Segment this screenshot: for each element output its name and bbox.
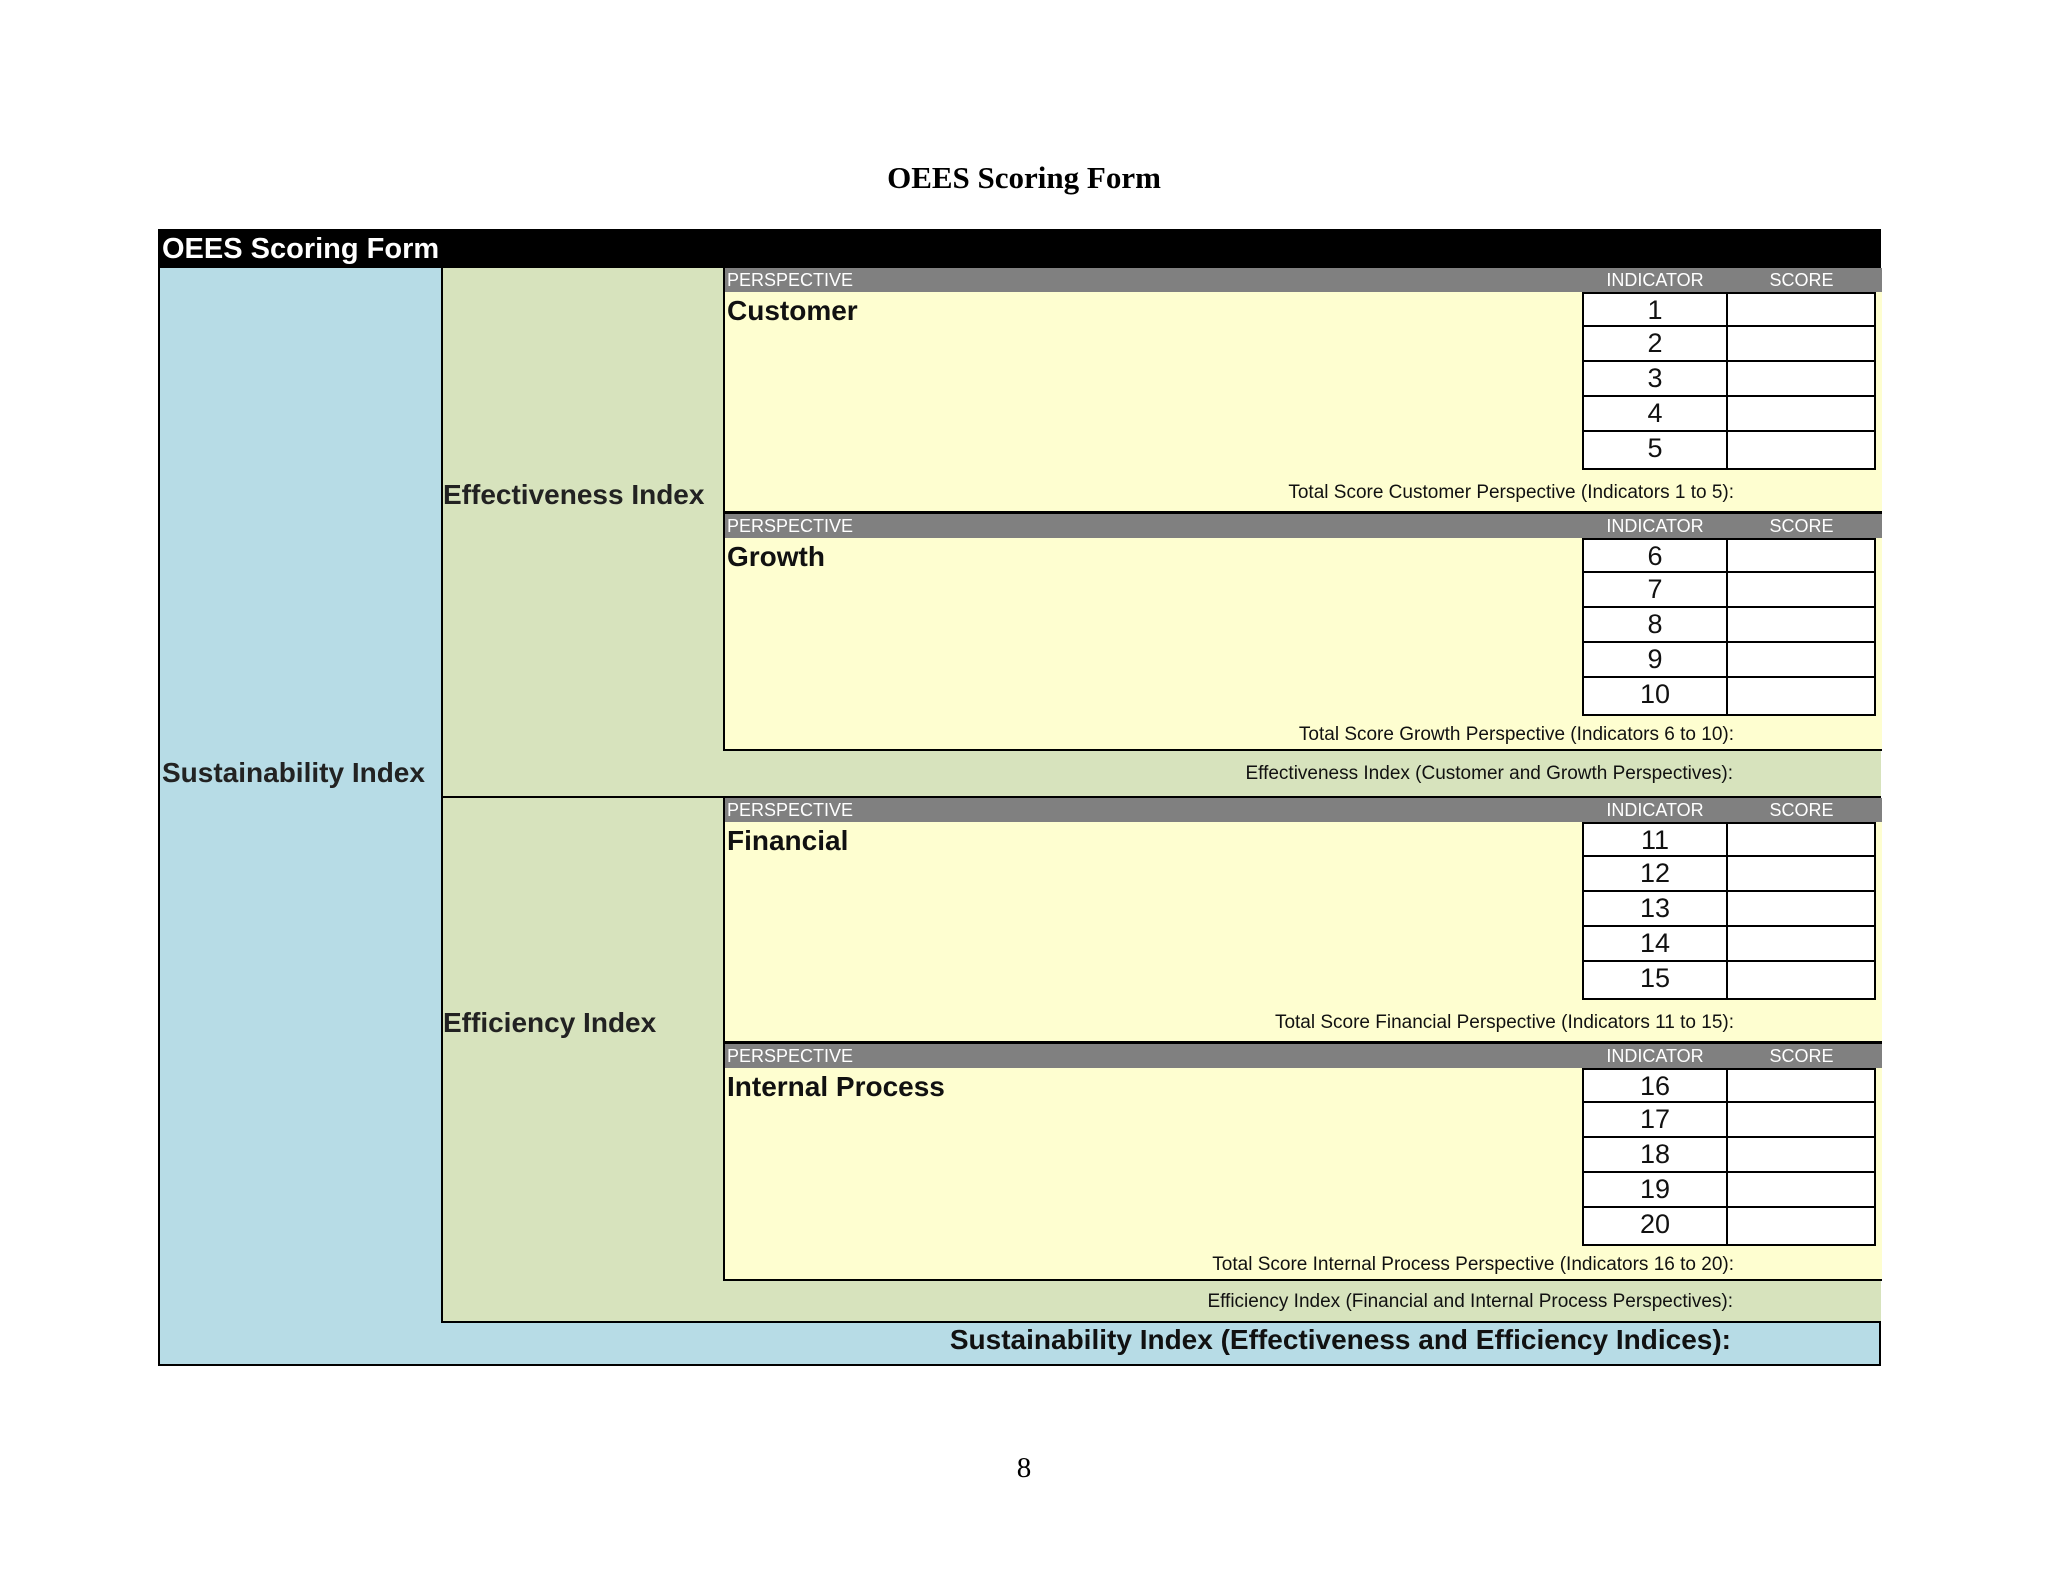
score-field[interactable]	[1726, 927, 1876, 962]
table-row	[1582, 1138, 1876, 1173]
score-field[interactable]	[1726, 643, 1876, 678]
table-row	[1582, 1208, 1876, 1246]
indicator-rows	[1582, 538, 1876, 716]
table-row	[1582, 822, 1876, 857]
indicator-number: 18	[1582, 1138, 1728, 1173]
indicator-number: 14	[1582, 927, 1728, 962]
indicator-column-header: INDICATOR	[1606, 1046, 1704, 1066]
table-row	[1582, 962, 1876, 1000]
score-field[interactable]	[1726, 573, 1876, 608]
perspective-header	[725, 798, 1882, 822]
perspective-header	[725, 1044, 1882, 1068]
scoring-form	[158, 229, 1881, 1366]
perspective-name: Internal Process	[727, 1071, 945, 1102]
perspective-internal-process	[723, 1041, 1882, 1281]
indicator-number: 2	[1582, 327, 1728, 362]
efficiency-index-section	[441, 798, 1881, 1323]
indicator-number: 17	[1582, 1103, 1728, 1138]
perspective-financial	[723, 798, 1882, 1041]
indicator-rows	[1582, 1068, 1876, 1246]
table-row	[1582, 292, 1876, 327]
score-field[interactable]	[1726, 432, 1876, 470]
table-row	[1582, 538, 1876, 573]
perspective-column-header: PERSPECTIVE	[727, 800, 854, 820]
indicator-column-header: INDICATOR	[1606, 516, 1704, 536]
sustainability-index-total-label: Sustainability Index (Effectiveness and Efficiency Indices):	[949, 1324, 1731, 1355]
indicator-number: 10	[1582, 678, 1728, 716]
score-field[interactable]	[1726, 1068, 1876, 1103]
score-field[interactable]	[1726, 1173, 1876, 1208]
page-number: 8	[1016, 1452, 1032, 1484]
score-field[interactable]	[1726, 397, 1876, 432]
score-field[interactable]	[1726, 327, 1876, 362]
perspective-column-header: PERSPECTIVE	[727, 1046, 854, 1066]
score-field[interactable]	[1726, 822, 1876, 857]
score-field[interactable]	[1726, 892, 1876, 927]
table-row	[1582, 643, 1876, 678]
document-title: OEES Scoring Form	[887, 160, 1161, 195]
perspective-column-header: PERSPECTIVE	[727, 270, 854, 290]
score-field[interactable]	[1726, 538, 1876, 573]
perspective-column-header: PERSPECTIVE	[727, 516, 854, 536]
perspective-header	[725, 268, 1882, 292]
table-row	[1582, 927, 1876, 962]
table-row	[1582, 892, 1876, 927]
perspective-header	[725, 514, 1882, 538]
score-field[interactable]	[1726, 962, 1876, 1000]
indicator-number: 15	[1582, 962, 1728, 1000]
indicator-rows	[1582, 292, 1876, 470]
table-row	[1582, 573, 1876, 608]
perspective-total-label: Total Score Internal Process Perspective (Indicators 16 to 20):	[1212, 1254, 1734, 1275]
indicator-number: 16	[1582, 1068, 1728, 1103]
perspective-total-label: Total Score Customer Perspective (Indicators 1 to 5):	[1288, 482, 1734, 503]
score-field[interactable]	[1726, 608, 1876, 643]
perspective-name: Customer	[727, 295, 858, 326]
table-row	[1582, 678, 1876, 716]
score-field[interactable]	[1726, 1138, 1876, 1173]
perspective-total-label: Total Score Financial Perspective (Indicators 11 to 15):	[1274, 1012, 1734, 1033]
score-column-header: SCORE	[1769, 1046, 1834, 1066]
effectiveness-index-total-label: Effectiveness Index (Customer and Growth Perspectives):	[1245, 763, 1733, 784]
score-field[interactable]	[1726, 292, 1876, 327]
efficiency-index-label: Efficiency Index	[443, 1007, 657, 1038]
perspective-customer	[723, 268, 1882, 511]
perspective-growth	[723, 511, 1882, 751]
table-row	[1582, 432, 1876, 470]
perspective-name: Growth	[727, 541, 825, 572]
table-row	[1582, 362, 1876, 397]
table-row	[1582, 608, 1876, 643]
indicator-number: 4	[1582, 397, 1728, 432]
table-row	[1582, 1103, 1876, 1138]
indicator-column-header: INDICATOR	[1606, 800, 1704, 820]
indicator-number: 5	[1582, 432, 1728, 470]
score-field[interactable]	[1726, 857, 1876, 892]
sustainability-index-label: Sustainability Index	[162, 757, 425, 788]
indicator-number: 1	[1582, 292, 1728, 327]
indicator-column-header: INDICATOR	[1606, 270, 1704, 290]
perspective-name: Financial	[727, 825, 849, 856]
table-row	[1582, 397, 1876, 432]
effectiveness-index-section	[441, 268, 1881, 798]
table-row	[1582, 857, 1876, 892]
table-row	[1582, 1173, 1876, 1208]
indicator-number: 11	[1582, 822, 1728, 857]
indicator-number: 19	[1582, 1173, 1728, 1208]
score-column-header: SCORE	[1769, 516, 1834, 536]
indicator-number: 20	[1582, 1208, 1728, 1246]
table-row	[1582, 327, 1876, 362]
indicator-number: 7	[1582, 573, 1728, 608]
effectiveness-index-label: Effectiveness Index	[443, 479, 705, 510]
score-field[interactable]	[1726, 678, 1876, 716]
score-column-header: SCORE	[1769, 800, 1834, 820]
perspective-total-label: Total Score Growth Perspective (Indicators 6 to 10):	[1298, 724, 1734, 745]
score-field[interactable]	[1726, 1208, 1876, 1246]
indicator-number: 8	[1582, 608, 1728, 643]
form-header: OEES Scoring Form	[160, 231, 1879, 268]
indicator-number: 12	[1582, 857, 1728, 892]
table-row	[1582, 1068, 1876, 1103]
score-field[interactable]	[1726, 1103, 1876, 1138]
indicator-number: 3	[1582, 362, 1728, 397]
indicator-rows	[1582, 822, 1876, 1000]
indicator-number: 13	[1582, 892, 1728, 927]
score-column-header: SCORE	[1769, 270, 1834, 290]
score-field[interactable]	[1726, 362, 1876, 397]
indicator-number: 9	[1582, 643, 1728, 678]
indicator-number: 6	[1582, 538, 1728, 573]
efficiency-index-total-label: Efficiency Index (Financial and Internal Process Perspectives):	[1207, 1291, 1733, 1312]
